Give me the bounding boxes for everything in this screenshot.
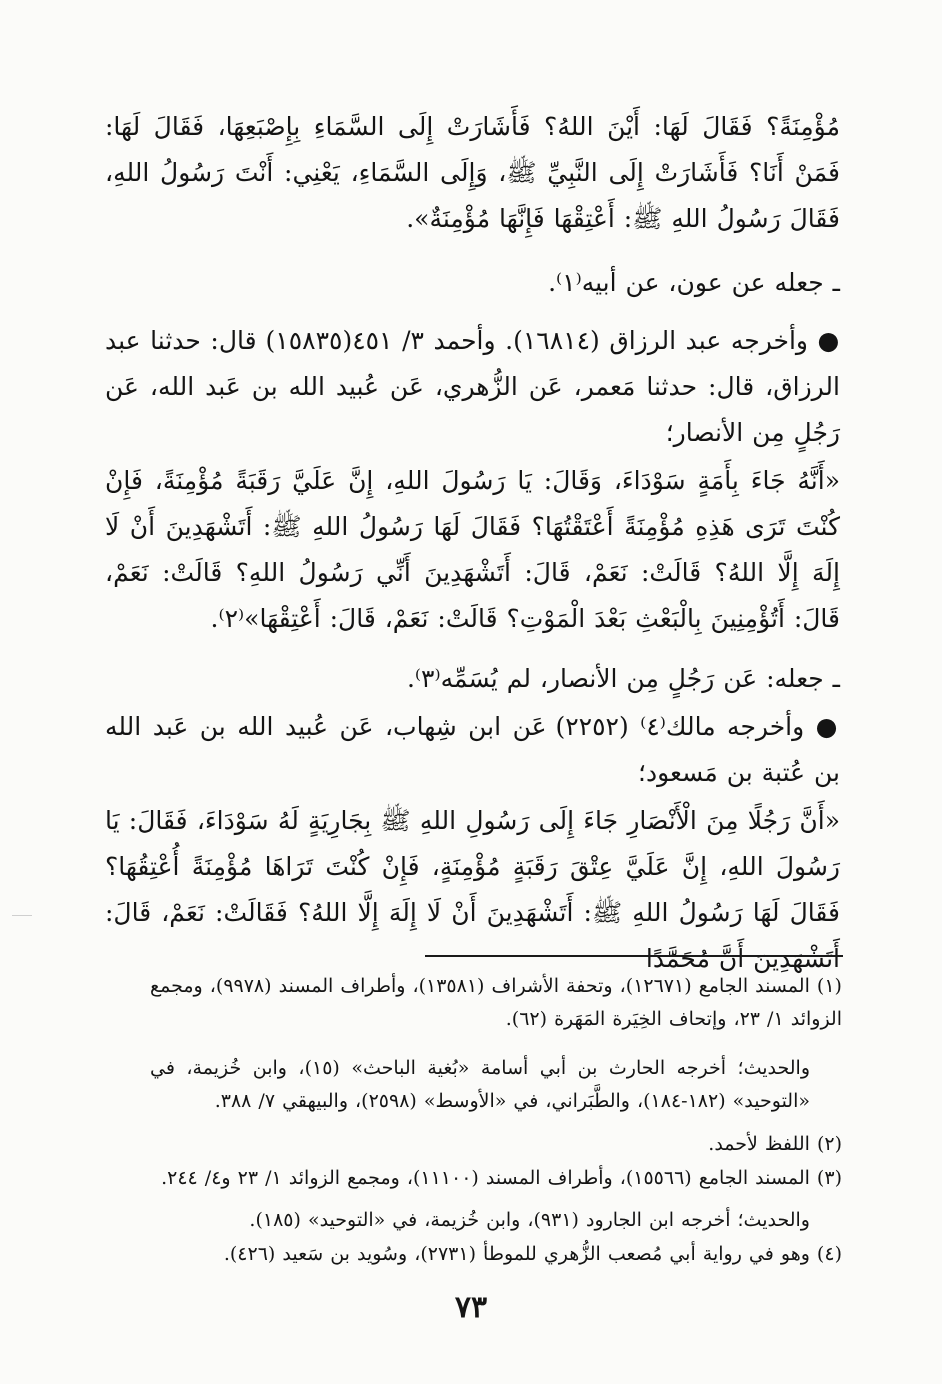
footnote-1: (١) المسند الجامع (١٢٦٧١)، وتحفة الأشراف (١٣٥٨١)، وأطراف المسند (٩٩٧٨)، ومجمع الزوائد ١/ ٢٣، وإتحاف الخِيَرة المَهَرة (٦٢).	[150, 975, 842, 1030]
footnote-2: (٢) اللفظ لأحمد.	[708, 1133, 842, 1155]
takhrij-paragraph-malik: ● وأخرجه مالك⁽٤⁾ (٢٢٥٢) عَن ابن شِهاب، عَن عُبيد الله بن عَبد الله بن عُتبة بن مَسعود؛	[105, 712, 841, 787]
footnote-3-continued: والحديث؛ أخرجه ابن الجارود (٩٣١)، وابن خُزيمة، في «التوحيد» (١٨٥).	[249, 1209, 810, 1231]
hadith-text-3: «أَنَّ رَجُلًا مِنَ الْأَنْصَارِ جَاءَ إِلَى رَسُولِ اللهِ ﷺ بِجَارِيَةٍ لَهُ سَوْدَاءَ، فَقَالَ: يَا رَسُولَ اللهِ، إِنَّ عَلَيَّ عِتْقَ رَقَبَةٍ مُؤْمِنَةٍ، فَإِنْ كُنْتَ تَرَاهَا مُؤْمِنَةً أُعْتِقُهَا؟ فَقَالَ لَهَا رَسُولُ اللهِ ﷺ: أَتَشْهَدِينَ أَنْ لَا إِلَهَ إِلَّا اللهُ؟ فَقَالَتْ: نَعَمْ، قَالَ: أَتَشْهَدِينَ أَنَّ مُحَمَّدًا	[105, 806, 840, 973]
page-number: ٧٣	[454, 1290, 488, 1325]
footnote-separator	[425, 955, 843, 957]
footnote-4: (٤) وهو في رواية أبي مُصعب الزُّهري للموطأ (٢٧٣١)، وسُويد بن سَعيد (٤٢٦).	[223, 1243, 842, 1265]
margin-scan-mark	[12, 915, 32, 916]
footnote-3: (٣) المسند الجامع (١٥٥٦٦)، وأطراف المسند (١١١٠٠)، ومجمع الزوائد ١/ ٢٣ و٤/ ٢٤٤.	[161, 1167, 842, 1189]
chain-note-2: ـ جعله: عَن رَجُلٍ مِن الأنصار، لم يُسَمِّه⁽٣⁾.	[406, 664, 840, 693]
footnote-1-continued: والحديث؛ أخرجه الحارث بن أبي أسامة «بُغية الباحث» (١٥)، وابن خُزيمة، في «التوحيد» (١٨٢-١٨٤)، والطَّبَراني، في «الأوسط» (٢٥٩٨)، والبيهقي ٧/ ٣٨٨.	[150, 1057, 810, 1112]
takhrij-paragraph-abdurrazzaq: ● وأخرجه عبد الرزاق (١٦٨١٤). وأحمد ٣/ ٤٥١(١٥٨٣٥) قال: حدثنا عبد الرزاق، قال: حدثنا مَعمر، عَن الزُّهري، عَن عُبيد الله بن عَبد الله، عَن رَجُلٍ مِن الأنصار؛	[105, 326, 840, 447]
hadith-text-continued: مُؤْمِنَةً؟ فَقَالَ لَهَا: أَيْنَ اللهُ؟ فَأَشَارَتْ إِلَى السَّمَاءِ بِإِصْبَعِهَا، فَقَالَ لَهَا: فَمَنْ أَنَا؟ فَأَشَارَتْ إِلَى النَّبِيِّ ﷺ، وَإِلَى السَّمَاءِ، يَعْنِي: أَنْتَ رَسُولُ اللهِ، فَقَالَ رَسُولُ اللهِ ﷺ: أَعْتِقْهَا فَإِنَّهَا مُؤْمِنَةٌ».	[105, 112, 840, 233]
chain-note-1: ـ جعله عن عون، عن أبيه⁽١⁾.	[548, 268, 840, 297]
hadith-text-2: «أَنَّهُ جَاءَ بِأَمَةٍ سَوْدَاءَ، وَقَالَ: يَا رَسُولَ اللهِ، إِنَّ عَلَيَّ رَقَبَةً مُؤْمِنَةً، فَإِنْ كُنْتَ تَرَى هَذِهِ مُؤْمِنَةً أَعْتَقْتُهَا؟ فَقَالَ لَهَا رَسُولُ اللهِ ﷺ: أَتَشْهَدِينَ أَنْ لَا إِلَهَ إِلَّا اللهُ؟ قَالَتْ: نَعَمْ، قَالَ: أَتَشْهَدِينَ أَنِّي رَسُولُ اللهِ؟ قَالَتْ: نَعَمْ، قَالَ: أَتُؤْمِنِينَ بِالْبَعْثِ بَعْدَ الْمَوْتِ؟ قَالَتْ: نَعَمْ، قَالَ: أَعْتِقْهَا»⁽٢⁾.	[105, 466, 840, 633]
